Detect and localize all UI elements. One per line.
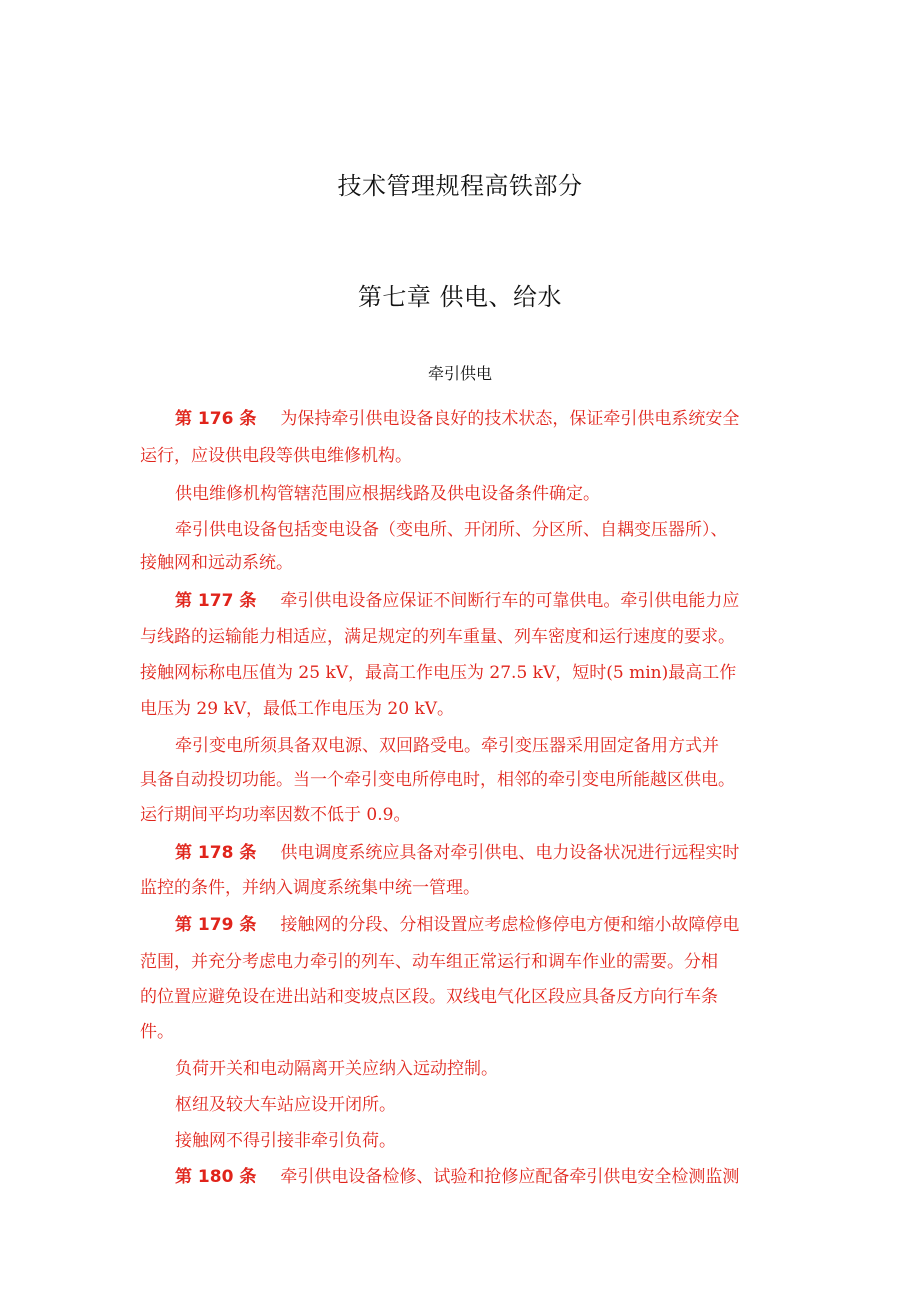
line-text: 牵引供电设备应保证不间断行车的可靠供电。牵引供电能力应 (280, 591, 740, 611)
line-text: 接触网的分段、分相设置应考虑检修停电方便和缩小故障停电 (280, 915, 740, 935)
line-text: 供电调度系统应具备对牵引供电、电力设备状况进行远程实时 (280, 843, 740, 863)
paragraph-line (140, 768, 800, 792)
section-title: 牵引供电 (427, 364, 492, 383)
line-text: 件。 (140, 1022, 174, 1042)
paragraph-line (140, 444, 800, 468)
line-text: 负荷开关和电动隔离开关应纳入远动控制。 (175, 1059, 498, 1079)
paragraph-line (140, 661, 800, 685)
paragraph-line (140, 551, 800, 575)
line-text: 运行，应设供电段等供电维修机构。 (140, 446, 412, 466)
paragraph-line (175, 1165, 800, 1189)
line-text: 接触网标称电压值为 25 kV，最高工作电压为 27.5 kV，短时(5 min)最高工作 (140, 663, 737, 683)
paragraph-line (175, 589, 800, 613)
paragraph-line (140, 625, 800, 649)
line-text: 牵引供电设备包括变电设备（变电所、开闭所、分区所、自耦变压器所）、 (175, 520, 728, 540)
line-text: 为保持牵引供电设备良好的技术状态，保证牵引供电系统安全 (280, 409, 740, 429)
line-text: 范围，并充分考虑电力牵引的列车、动车组正常运行和调车作业的需要。分相 (140, 952, 718, 972)
line-text: 的位置应避免设在进出站和变坡点区段。双线电气化区段应具备反方向行车条 (140, 987, 718, 1007)
paragraph-line (175, 913, 800, 937)
paragraph-line (175, 518, 800, 542)
line-text: 监控的条件，并纳入调度系统集中统一管理。 (140, 878, 480, 898)
chapter-title: 第七章 供电、给水 (357, 283, 563, 311)
article-number: 第 178 条 (175, 843, 257, 863)
line-text: 牵引变电所须具备双电源、双回路受电。牵引变压器采用固定备用方式并 (175, 736, 719, 756)
paragraph-line (175, 407, 800, 431)
paragraph-line (175, 1129, 800, 1153)
paragraph-line (175, 482, 800, 506)
line-text: 运行期间平均功率因数不低于 0.9。 (140, 805, 411, 825)
article-number: 第 180 条 (175, 1167, 257, 1187)
line-text: 与线路的运输能力相适应，满足规定的列车重量、列车密度和运行速度的要求。 (140, 627, 735, 647)
line-text: 接触网不得引接非牵引负荷。 (175, 1131, 396, 1151)
paragraph-line (175, 1093, 800, 1117)
line-text: 电压为 29 kV，最低工作电压为 20 kV。 (140, 699, 455, 719)
paragraph-line (140, 803, 800, 827)
line-text: 供电维修机构管辖范围应根据线路及供电设备条件确定。 (175, 484, 600, 504)
line-text: 具备自动投切功能。当一个牵引变电所停电时，相邻的牵引变电所能越区供电。 (140, 770, 735, 790)
paragraph-line (175, 841, 800, 865)
document-title: 技术管理规程高铁部分 (337, 172, 583, 200)
paragraph-line (175, 734, 800, 758)
article-number: 第 179 条 (175, 915, 257, 935)
line-text: 接触网和远动系统。 (140, 553, 293, 573)
paragraph-line (175, 1057, 800, 1081)
paragraph-line (140, 1020, 800, 1044)
paragraph-line (140, 876, 800, 900)
paragraph-line (140, 697, 800, 721)
article-number: 第 177 条 (175, 591, 257, 611)
line-text: 枢纽及较大车站应设开闭所。 (175, 1095, 396, 1115)
paragraph-line (140, 985, 800, 1009)
line-text: 牵引供电设备检修、试验和抢修应配备牵引供电安全检测监测 (280, 1167, 740, 1187)
article-number: 第 176 条 (175, 409, 257, 429)
paragraph-line (140, 950, 800, 974)
